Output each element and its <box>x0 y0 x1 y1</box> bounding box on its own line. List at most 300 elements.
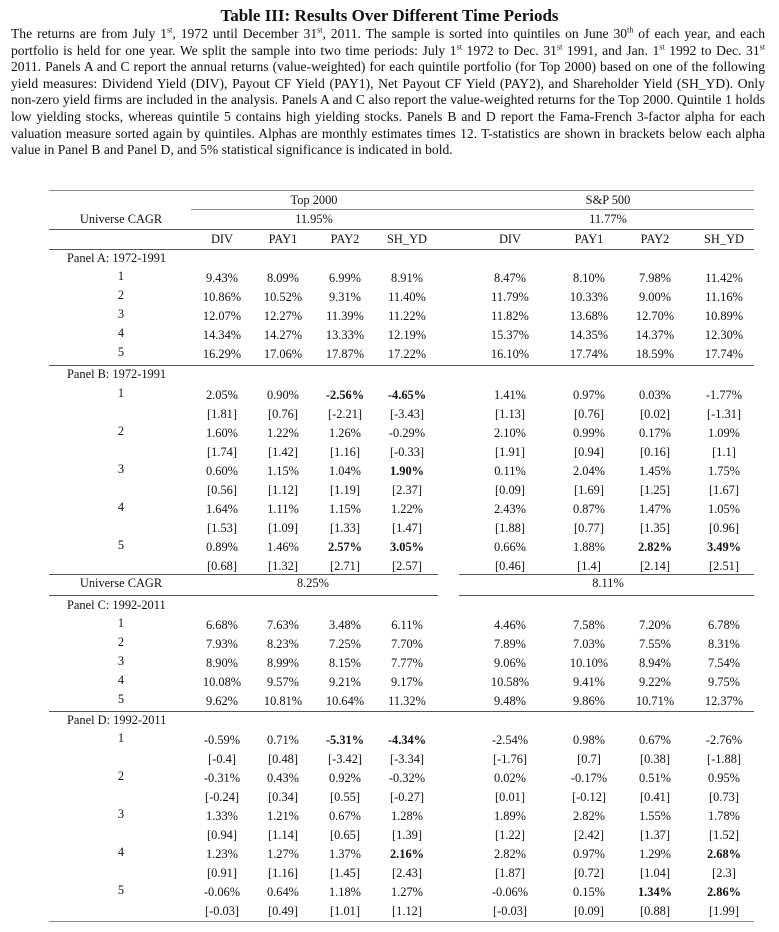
quintile-label: 1 <box>117 731 125 745</box>
tstat-cell: [1.99] <box>709 904 739 918</box>
tstat-cell: [1.74] <box>207 445 237 459</box>
return-cell: 9.41% <box>572 675 606 689</box>
tstat-cell: [-0.27] <box>389 790 425 804</box>
return-cell: 7.58% <box>572 618 606 632</box>
return-cell: 14.34% <box>202 328 242 342</box>
quintile-label: 4 <box>117 845 125 859</box>
tstat-cell: [2.43] <box>392 866 422 880</box>
quintile-label: 1 <box>117 386 125 400</box>
tstat-cell: [1.22] <box>495 828 525 842</box>
alpha-cell: 0.92% <box>328 771 362 785</box>
quintile-label: 2 <box>117 288 125 302</box>
quintile-label: 3 <box>117 462 125 476</box>
panel-c-label: Panel C: 1992-2011 <box>67 598 166 612</box>
return-cell: 7.98% <box>638 271 672 285</box>
tstat-cell: [0.65] <box>330 828 360 842</box>
return-cell: 9.48% <box>493 694 527 708</box>
alpha-cell: 0.17% <box>638 426 672 440</box>
alpha-cell: 0.67% <box>328 809 362 823</box>
alpha-cell: 0.66% <box>493 540 527 554</box>
alpha-cell: 2.82% <box>493 847 527 861</box>
tstat-cell: [0.72] <box>574 866 604 880</box>
tstat-cell: [0.49] <box>268 904 298 918</box>
alpha-cell: -0.29% <box>388 426 426 440</box>
quintile-label: 5 <box>117 345 125 359</box>
return-cell: 9.43% <box>205 271 239 285</box>
ordinal-superscript: st <box>759 42 765 52</box>
return-cell: 6.78% <box>707 618 741 632</box>
alpha-cell: 1.22% <box>266 426 300 440</box>
tstat-cell: [0.41] <box>640 790 670 804</box>
panel-b-bottom-rule-right <box>459 574 754 575</box>
tstat-cell: [0.55] <box>330 790 360 804</box>
return-cell: 8.99% <box>266 656 300 670</box>
ordinal-superscript: st <box>167 25 173 35</box>
return-cell: 9.31% <box>328 290 362 304</box>
top-rule <box>49 190 754 191</box>
tstat-cell: [1.01] <box>330 904 360 918</box>
return-cell: 9.17% <box>390 675 424 689</box>
ordinal-superscript: st <box>317 25 323 35</box>
return-cell: 10.89% <box>704 309 744 323</box>
panel-a-label: Panel A: 1972-1991 <box>67 251 167 265</box>
alpha-cell: 1.27% <box>390 885 424 899</box>
tstat-cell: [1.25] <box>640 483 670 497</box>
return-cell: 8.10% <box>572 271 606 285</box>
return-cell: 12.37% <box>704 694 744 708</box>
return-cell: 8.15% <box>328 656 362 670</box>
alpha-cell: 2.68% <box>706 847 742 861</box>
return-cell: 7.54% <box>707 656 741 670</box>
return-cell: 10.33% <box>569 290 609 304</box>
column-header-pay2: PAY2 <box>640 232 670 246</box>
return-cell: 10.52% <box>263 290 303 304</box>
alpha-cell: 0.87% <box>572 502 606 516</box>
alpha-cell: 1.26% <box>328 426 362 440</box>
alpha-cell: 2.43% <box>493 502 527 516</box>
tstat-cell: [0.34] <box>268 790 298 804</box>
return-cell: 8.31% <box>707 637 741 651</box>
tstat-cell: [1.35] <box>640 521 670 535</box>
tstat-cell: [1.16] <box>268 866 298 880</box>
tstat-cell: [2.14] <box>640 559 670 573</box>
return-cell: 9.75% <box>707 675 741 689</box>
return-cell: 6.99% <box>328 271 362 285</box>
alpha-cell: 1.15% <box>266 464 300 478</box>
tstat-cell: [1.47] <box>392 521 422 535</box>
ordinal-superscript: st <box>659 42 665 52</box>
return-cell: 12.19% <box>387 328 427 342</box>
alpha-cell: 1.11% <box>267 502 299 516</box>
tstat-cell: [-3.43] <box>389 407 425 421</box>
column-header-div: DIV <box>498 232 522 246</box>
quintile-label: 2 <box>117 769 125 783</box>
tstat-cell: [-0.03] <box>204 904 240 918</box>
tstat-cell: [0.94] <box>207 828 237 842</box>
tstat-cell: [0.94] <box>574 445 604 459</box>
alpha-cell: 0.71% <box>266 733 300 747</box>
alpha-cell: 1.78% <box>707 809 741 823</box>
tstat-cell: [0.91] <box>207 866 237 880</box>
tstat-cell: [1.52] <box>709 828 739 842</box>
table-title: Table III: Results Over Different Time Periods <box>220 6 559 25</box>
alpha-cell: -0.32% <box>388 771 426 785</box>
tstat-cell: [0.09] <box>495 483 525 497</box>
caption-text: of each year, and each portfolio is held for one year. We split the sample into two time periods: July 1 <box>11 26 766 58</box>
return-cell: 17.22% <box>387 347 427 361</box>
return-cell: 16.10% <box>490 347 530 361</box>
return-cell: 11.82% <box>491 309 529 323</box>
panel-b-bottom-rule-left <box>49 574 438 575</box>
return-cell: 8.47% <box>493 271 527 285</box>
tstat-cell: [1.14] <box>268 828 298 842</box>
tstat-cell: [1.69] <box>574 483 604 497</box>
tstat-cell: [-3.34] <box>389 752 425 766</box>
cagr-sp500: 8.11% <box>592 576 624 590</box>
alpha-cell: 0.64% <box>266 885 300 899</box>
cagr-rule-right <box>459 595 754 596</box>
tstat-cell: [2.37] <box>392 483 422 497</box>
caption-text: 2011. Panels A and C report the annual returns (value-weighted) for each quintile portfolio (for Top 2000) based on one of the following yield measures: Dividend Yield (DIV), Payout CF Yield (PAY1), Net Payout CF Yield (PAY2), and Shareholder Yield (SH_YD). Only non-zero yield firms are included in the analysis. Panels A and C also report the value-weighted returns for the Top 2000. Quintile 1 holds low yielding stocks, whereas quintile 5 contains high yielding stocks. Panels B and D report the Fama-French 3-factor alpha for each valuation measure sorted again by quintiles. Alphas are monthly estimates times 12. T-statistics are shown in brackets below each alpha value in Panel B and Panel D, and 5% statistical significance is indicated in bold. <box>11 59 765 158</box>
tstat-cell: [0.76] <box>268 407 298 421</box>
return-cell: 8.94% <box>638 656 672 670</box>
column-header-pay1: PAY1 <box>574 232 604 246</box>
alpha-cell: 2.57% <box>327 540 363 554</box>
panel-b-label: Panel B: 1972-1991 <box>67 367 167 381</box>
alpha-cell: 0.03% <box>638 388 672 402</box>
return-cell: 12.30% <box>704 328 744 342</box>
return-cell: 12.07% <box>202 309 242 323</box>
alpha-cell: 1.90% <box>389 464 425 478</box>
quintile-label: 5 <box>117 883 125 897</box>
caption-text: The returns are from July 1 <box>11 26 168 41</box>
return-cell: 9.22% <box>638 675 672 689</box>
return-cell: 10.81% <box>263 694 303 708</box>
return-cell: 17.87% <box>325 347 365 361</box>
return-cell: 10.58% <box>490 675 530 689</box>
return-cell: 13.33% <box>325 328 365 342</box>
tstat-cell: [0.56] <box>207 483 237 497</box>
column-header-sh_yd: SH_YD <box>704 232 744 246</box>
caption-text: 1991, and Jan. 1 <box>562 42 660 58</box>
alpha-cell: 1.45% <box>638 464 672 478</box>
return-cell: 7.93% <box>205 637 239 651</box>
return-cell: 7.25% <box>328 637 362 651</box>
alpha-cell: 1.18% <box>328 885 362 899</box>
return-cell: 9.06% <box>493 656 527 670</box>
return-cell: 10.86% <box>202 290 242 304</box>
ordinal-superscript: st <box>556 42 563 52</box>
return-cell: 16.29% <box>202 347 242 361</box>
alpha-cell: -2.54% <box>491 733 529 747</box>
column-header-pay1: PAY1 <box>268 232 298 246</box>
cagr-top2000: 8.25% <box>296 576 330 590</box>
return-cell: 11.40% <box>388 290 426 304</box>
alpha-cell: 2.86% <box>706 885 742 899</box>
quintile-label: 1 <box>117 616 125 630</box>
return-cell: 15.37% <box>490 328 530 342</box>
alpha-cell: 3.05% <box>389 540 425 554</box>
quintile-label: 4 <box>117 500 125 514</box>
tstat-cell: [0.68] <box>207 559 237 573</box>
alpha-cell: 1.47% <box>638 502 672 516</box>
tstat-cell: [2.57] <box>392 559 422 573</box>
return-cell: 7.89% <box>493 637 527 651</box>
alpha-cell: 1.04% <box>328 464 362 478</box>
tstat-cell: [1.13] <box>495 407 525 421</box>
column-header-pay2: PAY2 <box>330 232 360 246</box>
tstat-cell: [0.76] <box>574 407 604 421</box>
quintile-label: 1 <box>117 269 125 283</box>
alpha-cell: -0.31% <box>203 771 241 785</box>
header-bottom-rule <box>49 249 754 250</box>
tstat-cell: [0.73] <box>709 790 739 804</box>
ordinal-superscript: th <box>627 25 634 35</box>
alpha-cell: 0.11% <box>494 464 526 478</box>
alpha-cell: 0.89% <box>205 540 239 554</box>
tstat-cell: [1.33] <box>330 521 360 535</box>
return-cell: 9.62% <box>205 694 239 708</box>
tstat-cell: [2.71] <box>330 559 360 573</box>
return-cell: 6.68% <box>205 618 239 632</box>
alpha-cell: -2.56% <box>325 388 365 402</box>
return-cell: 11.22% <box>388 309 426 323</box>
alpha-cell: 1.75% <box>707 464 741 478</box>
tstat-cell: [-2.21] <box>327 407 363 421</box>
tstat-cell: [1.81] <box>207 407 237 421</box>
return-cell: 8.91% <box>390 271 424 285</box>
return-cell: 18.59% <box>635 347 675 361</box>
alpha-cell: 1.09% <box>707 426 741 440</box>
return-cell: 10.08% <box>202 675 242 689</box>
caption-text: 1992 to Dec. 31 <box>664 42 760 58</box>
tstat-cell: [-1.88] <box>706 752 742 766</box>
tstat-cell: [-1.76] <box>492 752 528 766</box>
alpha-cell: -1.77% <box>705 388 743 402</box>
tstat-cell: [0.48] <box>268 752 298 766</box>
tstat-cell: [1.53] <box>207 521 237 535</box>
tstat-cell: [0.96] <box>709 521 739 535</box>
tstat-cell: [0.88] <box>640 904 670 918</box>
quintile-label: 3 <box>117 307 125 321</box>
tstat-cell: [1.12] <box>392 904 422 918</box>
return-cell: 7.20% <box>638 618 672 632</box>
return-cell: 17.74% <box>569 347 609 361</box>
group-header-sp500: S&P 500 <box>585 193 631 207</box>
tstat-cell: [1.32] <box>268 559 298 573</box>
alpha-cell: 1.05% <box>707 502 741 516</box>
tstat-cell: [0.7] <box>577 752 601 766</box>
alpha-cell: -0.06% <box>491 885 529 899</box>
tstat-cell: [0.77] <box>574 521 604 535</box>
alpha-cell: 0.60% <box>205 464 239 478</box>
alpha-cell: -0.17% <box>570 771 608 785</box>
tstat-cell: [-3.42] <box>327 752 363 766</box>
group-rule <box>191 209 754 210</box>
return-cell: 7.03% <box>572 637 606 651</box>
return-cell: 7.70% <box>390 637 424 651</box>
return-cell: 9.00% <box>638 290 672 304</box>
return-cell: 17.74% <box>704 347 744 361</box>
tstat-cell: [-0.4] <box>208 752 236 766</box>
return-cell: 11.79% <box>491 290 529 304</box>
tstat-cell: [1.04] <box>640 866 670 880</box>
alpha-cell: 1.34% <box>637 885 673 899</box>
tstat-cell: [-0.12] <box>571 790 607 804</box>
return-cell: 7.63% <box>266 618 300 632</box>
alpha-cell: 0.02% <box>493 771 527 785</box>
tstat-cell: [1.91] <box>495 445 525 459</box>
tstat-cell: [1.42] <box>268 445 298 459</box>
tstat-cell: [1.4] <box>577 559 601 573</box>
tstat-cell: [0.46] <box>495 559 525 573</box>
cagr-sp500: 11.77% <box>589 212 627 226</box>
alpha-cell: 1.15% <box>328 502 362 516</box>
alpha-cell: 1.28% <box>390 809 424 823</box>
tstat-cell: [0.16] <box>640 445 670 459</box>
return-cell: 12.27% <box>263 309 303 323</box>
tstat-cell: [0.38] <box>640 752 670 766</box>
tstat-cell: [2.42] <box>574 828 604 842</box>
return-cell: 9.57% <box>266 675 300 689</box>
return-cell: 8.09% <box>266 271 300 285</box>
quintile-label: 2 <box>117 424 125 438</box>
alpha-cell: 0.51% <box>638 771 672 785</box>
alpha-cell: 0.67% <box>638 733 672 747</box>
quintile-label: 5 <box>117 538 125 552</box>
table-bottom-rule <box>49 921 754 922</box>
cagr-rule-left <box>49 595 438 596</box>
tstat-cell: [1.39] <box>392 828 422 842</box>
universe-cagr-label: Universe CAGR <box>79 576 163 590</box>
return-cell: 11.39% <box>326 309 364 323</box>
tstat-cell: [0.01] <box>495 790 525 804</box>
panel-c-bottom-rule <box>49 711 754 712</box>
caption-text: , 1972 until December 31 <box>172 26 318 41</box>
quintile-label: 3 <box>117 807 125 821</box>
return-cell: 17.06% <box>263 347 303 361</box>
return-cell: 14.27% <box>263 328 303 342</box>
alpha-cell: 0.97% <box>572 388 606 402</box>
return-cell: 11.42% <box>705 271 743 285</box>
universe-cagr-label: Universe CAGR <box>79 212 163 226</box>
alpha-cell: -5.31% <box>325 733 365 747</box>
alpha-cell: 1.22% <box>390 502 424 516</box>
alpha-cell: 1.60% <box>205 426 239 440</box>
tstat-cell: [1.12] <box>268 483 298 497</box>
alpha-cell: -4.65% <box>387 388 427 402</box>
alpha-cell: 1.29% <box>638 847 672 861</box>
return-cell: 6.11% <box>391 618 423 632</box>
alpha-cell: 1.41% <box>493 388 527 402</box>
tstat-cell: [1.09] <box>268 521 298 535</box>
alpha-cell: 0.95% <box>707 771 741 785</box>
tstat-cell: [2.51] <box>709 559 739 573</box>
alpha-cell: -0.59% <box>203 733 241 747</box>
tstat-cell: [-0.24] <box>204 790 240 804</box>
tstat-cell: [2.3] <box>712 866 736 880</box>
tstat-cell: [-1.31] <box>706 407 742 421</box>
alpha-cell: 1.88% <box>572 540 606 554</box>
group-header-top2000: Top 2000 <box>290 193 338 207</box>
alpha-cell: 0.15% <box>572 885 606 899</box>
return-cell: 9.86% <box>572 694 606 708</box>
quintile-label: 4 <box>117 326 125 340</box>
tstat-cell: [-0.03] <box>492 904 528 918</box>
alpha-cell: 2.10% <box>493 426 527 440</box>
quintile-label: 5 <box>117 692 125 706</box>
return-cell: 11.32% <box>388 694 426 708</box>
panel-a-bottom-rule <box>49 365 754 366</box>
tstat-cell: [1.67] <box>709 483 739 497</box>
tstat-cell: [0.09] <box>574 904 604 918</box>
alpha-cell: 0.97% <box>572 847 606 861</box>
alpha-cell: 3.49% <box>706 540 742 554</box>
caption-text: 1972 to Dec. 31 <box>461 42 557 58</box>
quintile-label: 2 <box>117 635 125 649</box>
alpha-cell: 2.05% <box>205 388 239 402</box>
column-header-sh_yd: SH_YD <box>387 232 427 246</box>
alpha-cell: 0.90% <box>266 388 300 402</box>
tstat-cell: [1.45] <box>330 866 360 880</box>
alpha-cell: 1.27% <box>266 847 300 861</box>
alpha-cell: -4.34% <box>387 733 427 747</box>
alpha-cell: -2.76% <box>705 733 743 747</box>
alpha-cell: 2.16% <box>389 847 425 861</box>
tstat-cell: [1.19] <box>330 483 360 497</box>
return-cell: 8.90% <box>205 656 239 670</box>
ordinal-superscript: st <box>456 42 462 52</box>
alpha-cell: 1.46% <box>266 540 300 554</box>
return-cell: 14.37% <box>635 328 675 342</box>
alpha-cell: 1.33% <box>205 809 239 823</box>
tstat-cell: [-0.33] <box>389 445 425 459</box>
alpha-cell: -0.06% <box>203 885 241 899</box>
return-cell: 12.70% <box>635 309 675 323</box>
panel-d-label: Panel D: 1992-2011 <box>67 713 167 727</box>
table-caption <box>11 26 765 159</box>
tstat-cell: [1.16] <box>330 445 360 459</box>
alpha-cell: 1.89% <box>493 809 527 823</box>
quintile-label: 4 <box>117 673 125 687</box>
return-cell: 11.16% <box>705 290 743 304</box>
return-cell: 8.23% <box>266 637 300 651</box>
return-cell: 7.55% <box>638 637 672 651</box>
alpha-cell: 2.82% <box>572 809 606 823</box>
return-cell: 10.71% <box>635 694 675 708</box>
return-cell: 13.68% <box>569 309 609 323</box>
alpha-cell: 1.55% <box>638 809 672 823</box>
tstat-cell: [1.1] <box>712 445 736 459</box>
alpha-cell: 1.23% <box>205 847 239 861</box>
tstat-cell: [1.37] <box>640 828 670 842</box>
return-cell: 14.35% <box>569 328 609 342</box>
cagr-top2000: 11.95% <box>295 212 333 226</box>
cagr-rule <box>49 229 754 230</box>
return-cell: 10.10% <box>569 656 609 670</box>
alpha-cell: 2.82% <box>637 540 673 554</box>
alpha-cell: 1.64% <box>205 502 239 516</box>
return-cell: 10.64% <box>325 694 365 708</box>
quintile-label: 3 <box>117 654 125 668</box>
return-cell: 9.21% <box>328 675 362 689</box>
tstat-cell: [0.02] <box>640 407 670 421</box>
alpha-cell: 1.37% <box>328 847 362 861</box>
alpha-cell: 0.99% <box>572 426 606 440</box>
return-cell: 3.48% <box>328 618 362 632</box>
return-cell: 4.46% <box>493 618 527 632</box>
column-header-div: DIV <box>210 232 234 246</box>
